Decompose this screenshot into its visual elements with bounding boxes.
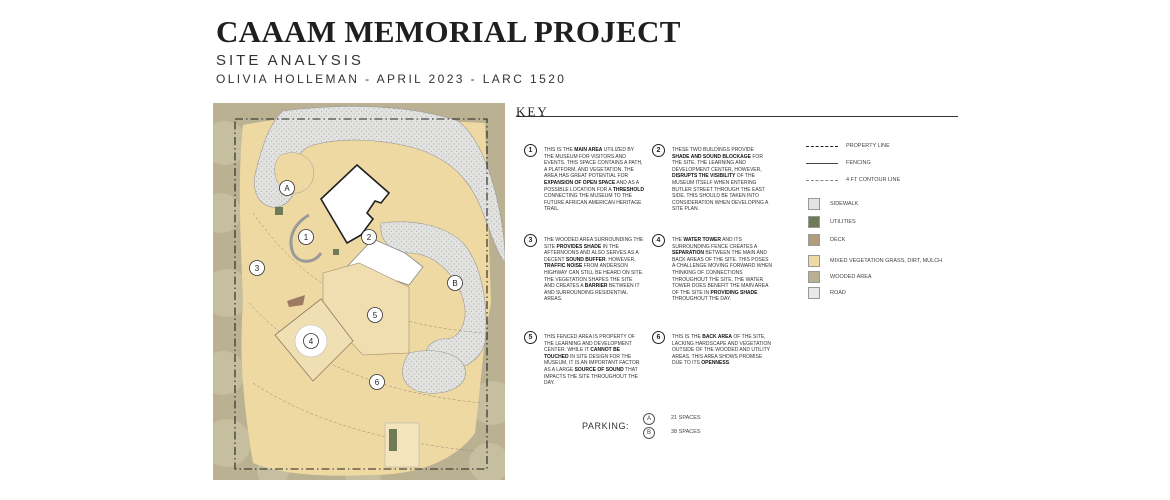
fencing-symbol — [806, 163, 838, 164]
legend-sidewalk — [806, 198, 976, 212]
parking-letter: A — [643, 413, 655, 425]
legend-label: 4 FT CONTOUR LINE — [846, 177, 901, 183]
parking-spaces: 38 SPACES — [671, 429, 701, 435]
svg-text:2: 2 — [366, 233, 372, 242]
legend-deck — [806, 234, 976, 248]
property-line-symbol — [806, 146, 838, 147]
legend-property-line — [806, 140, 976, 154]
svg-text:1: 1 — [303, 233, 309, 242]
legend-label: DECK — [830, 237, 846, 243]
note-text: THE WOODED AREA SURROUNDING THE SITE PROVIDES SHADE IN THE AFTERNOONS AND ALSO SERVES AS A DECENT SOUND BUFFER. HOWEVER, TRAFFIC NOISE FROM ANDERSON HIGHWAY CAN STILL BE HEARD ON SITE. THE VEGETATION SHAPES THE SITE AND CREATES A BARRIER BETWEEN IT AND SURROUNDING RESIDENTIAL AREAS. — [544, 237, 644, 303]
map-label-1 — [299, 230, 314, 245]
svg-text:B: B — [452, 279, 458, 288]
utility-box-middle — [333, 249, 339, 255]
legend-label: PROPERTY LINE — [846, 143, 890, 149]
utilities-swatch — [808, 216, 820, 228]
map-label-6 — [370, 375, 385, 390]
note-number: 6 — [652, 331, 665, 344]
legend-label: MIXED VEGETATION GRASS, DIRT, MULCH — [830, 258, 943, 264]
legend-label: UTILITIES — [830, 219, 856, 225]
svg-text:4: 4 — [308, 337, 314, 346]
parking-spaces: 21 SPACES — [671, 415, 701, 421]
utility-box-north — [275, 207, 283, 215]
vegetation-swatch — [808, 255, 820, 267]
road-swatch — [808, 287, 820, 299]
page-subtitle: SITE ANALYSIS — [216, 52, 364, 69]
note-text: THIS IS THE BACK AREA OF THE SITE, LACKING HARDSCAPE AND VEGETATION OUTSIDE OF THE WOODED AND UTILITY AREAS. THIS AREA SHOWS PROMISE DUE TO ITS OPENNESS. — [672, 334, 772, 367]
note-number: 5 — [524, 331, 537, 344]
legend-label: WOODED AREA — [830, 274, 872, 280]
map-label-a — [280, 181, 295, 196]
legend-contour — [806, 174, 976, 188]
map-label-2 — [362, 230, 377, 245]
svg-text:A: A — [284, 184, 290, 193]
parking-item-a — [643, 413, 733, 425]
legend-label: FENCING — [846, 160, 871, 166]
deck-swatch — [808, 234, 820, 246]
note-text: THE WATER TOWER AND ITS SURROUNDING FENCE CREATES A SEPARATION BETWEEN THE MAIN AND BACK AREAS OF THE SITE. THIS POSES A CHALLENGE MOVING FORWARD WHEN THINKING OF CONNECTIONS THROUGHOUT THE SITE. THE WATER TOWER DOES BENEFIT THE MAIN AREA OF THE SITE IN PROVIDING SHADE THROUGHOUT THE DAY. — [672, 237, 773, 303]
utility-box-south — [389, 429, 397, 451]
legend-wooded-area — [806, 271, 976, 285]
page-title: CAAAM MEMORIAL PROJECT — [216, 14, 681, 49]
svg-text:5: 5 — [372, 311, 378, 320]
note-number: 2 — [652, 144, 665, 157]
svg-text:3: 3 — [254, 264, 260, 273]
site-map — [213, 103, 505, 480]
parking-item-b — [643, 427, 733, 439]
legend-label: ROAD — [830, 290, 846, 296]
site-map-drawing — [213, 103, 505, 480]
sidewalk-swatch — [808, 198, 820, 210]
note-text: THESE TWO BUILDINGS PROVIDE SHADE AND SOUND BLOCKAGE FOR THE SITE. THE LEARNING AND DEVELOPMENT CENTER, HOWEVER, DISRUPTS THE VISIBILITY OF THE MUSEUM ITSELF WHEN ENTERING BUTLER STREET THROUGH THE EAST SIDE. THIS SHOULD BE TAKEN INTO CONSIDERATION WHEN DEVELOPING A SITE PLAN. — [672, 147, 769, 213]
parking-label: PARKING: — [582, 421, 630, 431]
legend-mixed-vegetation — [806, 255, 976, 269]
svg-text:6: 6 — [374, 378, 380, 387]
key-heading: KEY — [516, 104, 549, 119]
note-text: THIS IS THE MAIN AREA UTILIZED BY THE MUSEUM FOR VISITORS AND EVENTS. THIS SPACE CONTAINS A PATH, A PLATFORM, AND VEGETATION. THE AREA HAS GREAT POTENTIAL FOR EXPANSION OF OPEN SPACE AND AS A POSSIBLE LOCATION FOR A THRESHOLD CONNECTING THE MUSEUM TO THE FUTURE AFRICAN AMERICAN HERITAGE TRAIL. — [544, 147, 644, 213]
map-label-4 — [304, 334, 319, 349]
legend-utilities — [806, 216, 976, 230]
parking-b-lot — [403, 351, 466, 394]
contour-symbol — [806, 180, 838, 181]
note-number: 3 — [524, 234, 537, 247]
author-byline: OLIVIA HOLLEMAN - APRIL 2023 - LARC 1520 — [216, 72, 567, 86]
legend-fencing — [806, 157, 976, 171]
key-divider — [516, 116, 958, 117]
legend-road — [806, 287, 976, 301]
wooded-swatch — [808, 271, 820, 283]
legend-label: SIDEWALK — [830, 201, 859, 207]
note-number: 4 — [652, 234, 665, 247]
note-text: THIS FENCED AREA IS PROPERTY OF THE LEARNING AND DEVELOPMENT CENTER. WHILE IT CANNOT BE TOUCHED IN SITE DESIGN FOR THE MUSEUM, IT IS AN IMPORTANT FACTOR AS A LARGE SOURCE OF SOUND THAT IMPACTS THE SITE THROUGHOUT THE DAY. — [544, 334, 640, 387]
note-number: 1 — [524, 144, 537, 157]
map-label-b — [448, 276, 463, 291]
parking-letter: B — [643, 427, 655, 439]
map-label-3 — [250, 261, 265, 276]
map-label-5 — [368, 308, 383, 323]
